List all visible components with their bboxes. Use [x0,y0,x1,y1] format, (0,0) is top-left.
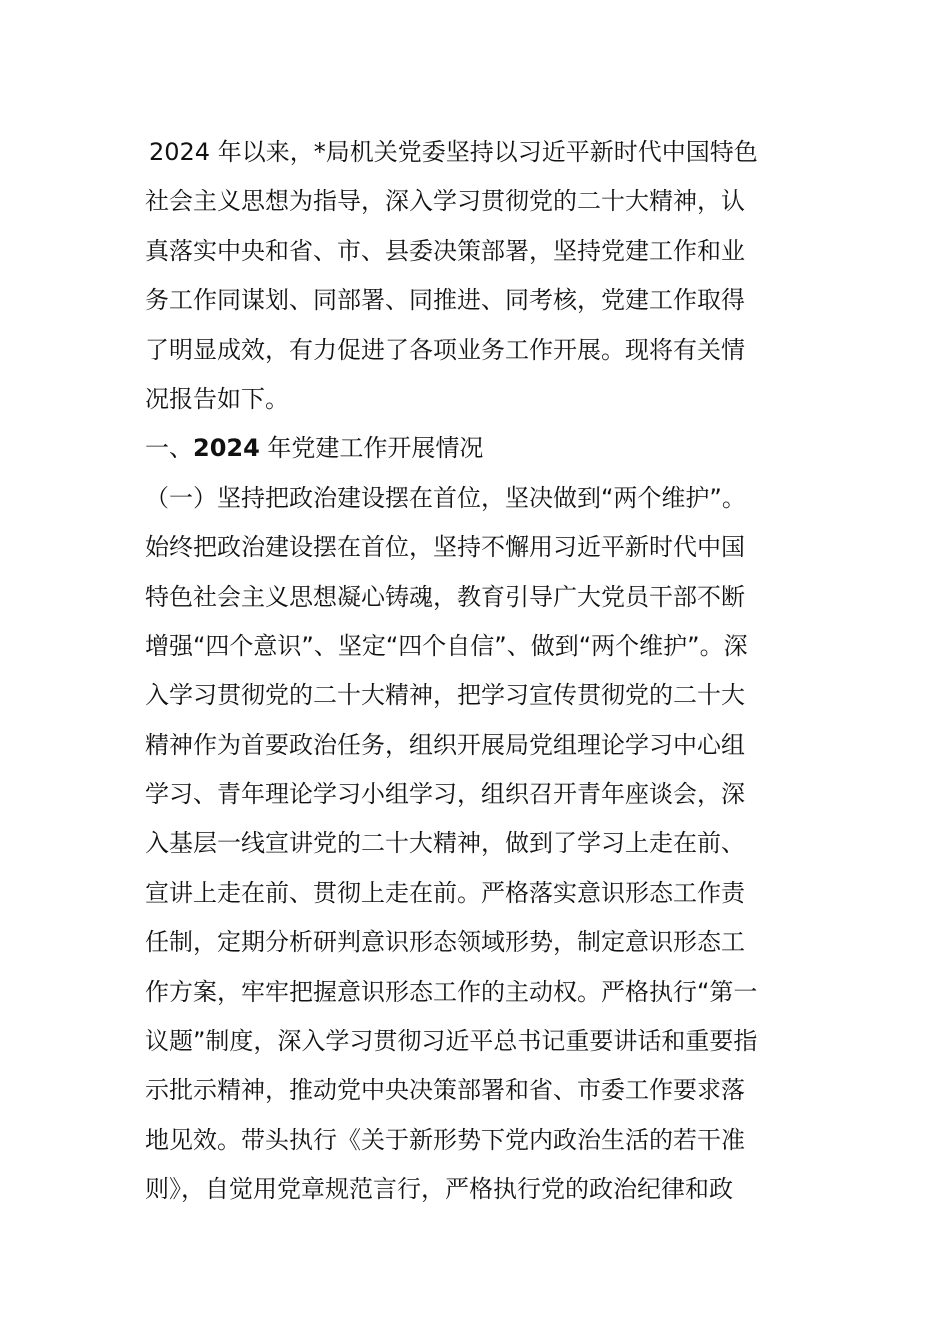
body-line: 学习、青年理论学习小组学习，组织召开青年座谈会，深 [145,780,745,809]
intro-line: 况报告如下。 [145,384,289,413]
body-line: 增强“四个意识”、坚定“四个自信”、做到“两个维护”。深 [145,631,748,660]
body-line: 任制，定期分析研判意识形态领域形势，制定意识形态工 [145,928,745,957]
document-body [145,128,805,1215]
subsection-heading: （一）坚持把政治建设摆在首位，坚决做到“两个维护”。 [145,483,746,512]
body-line: 入学习贯彻党的二十大精神，把学习宣传贯彻党的二十大 [145,681,745,710]
body-line: 宣讲上走在前、贯彻上走在前。严格落实意识形态工作责 [145,878,745,907]
intro-line: 了明显成效，有力促进了各项业务工作开展。现将有关情 [145,335,745,364]
body-line: 地见效。带头执行《关于新形势下党内政治生活的若干准 [145,1125,745,1154]
intro-line: 真落实中央和省、市、县委决策部署，坚持党建工作和业 [145,236,745,265]
intro-line: 务工作同谋划、同部署、同推进、同考核，党建工作取得 [145,286,745,315]
body-line: 则》，自觉用党章规范言行，严格执行党的政治纪律和政 [145,1175,733,1204]
section-heading-text: 年党建工作开展情况 [259,434,484,463]
section-heading-year: 2024 [193,434,260,463]
body-line: 作方案，牢牢把握意识形态工作的主动权。严格执行“第一 [145,977,758,1006]
body-line: 特色社会主义思想凝心铸魂，教育引导广大党员干部不断 [145,582,745,611]
body-line: 议题”制度，深入学习贯彻习近平总书记重要讲话和重要指 [145,1027,758,1056]
section-heading-prefix: 一、 [145,434,193,463]
body-line: 精神作为首要政治任务，组织开展局党组理论学习中心组 [145,730,745,759]
body-line: 入基层一线宣讲党的二十大精神，做到了学习上走在前、 [145,829,745,858]
section-heading [145,424,805,473]
intro-line: 社会主义思想为指导，深入学习贯彻党的二十大精神，认 [145,187,745,216]
body-line: 始终把政治建设摆在首位，坚持不懈用习近平新时代中国 [145,533,745,562]
intro-line: 2024 年以来，*局机关党委坚持以习近平新时代中国特色 [149,138,758,166]
body-line: 示批示精神，推动党中央决策部署和省、市委工作要求落 [145,1076,745,1105]
